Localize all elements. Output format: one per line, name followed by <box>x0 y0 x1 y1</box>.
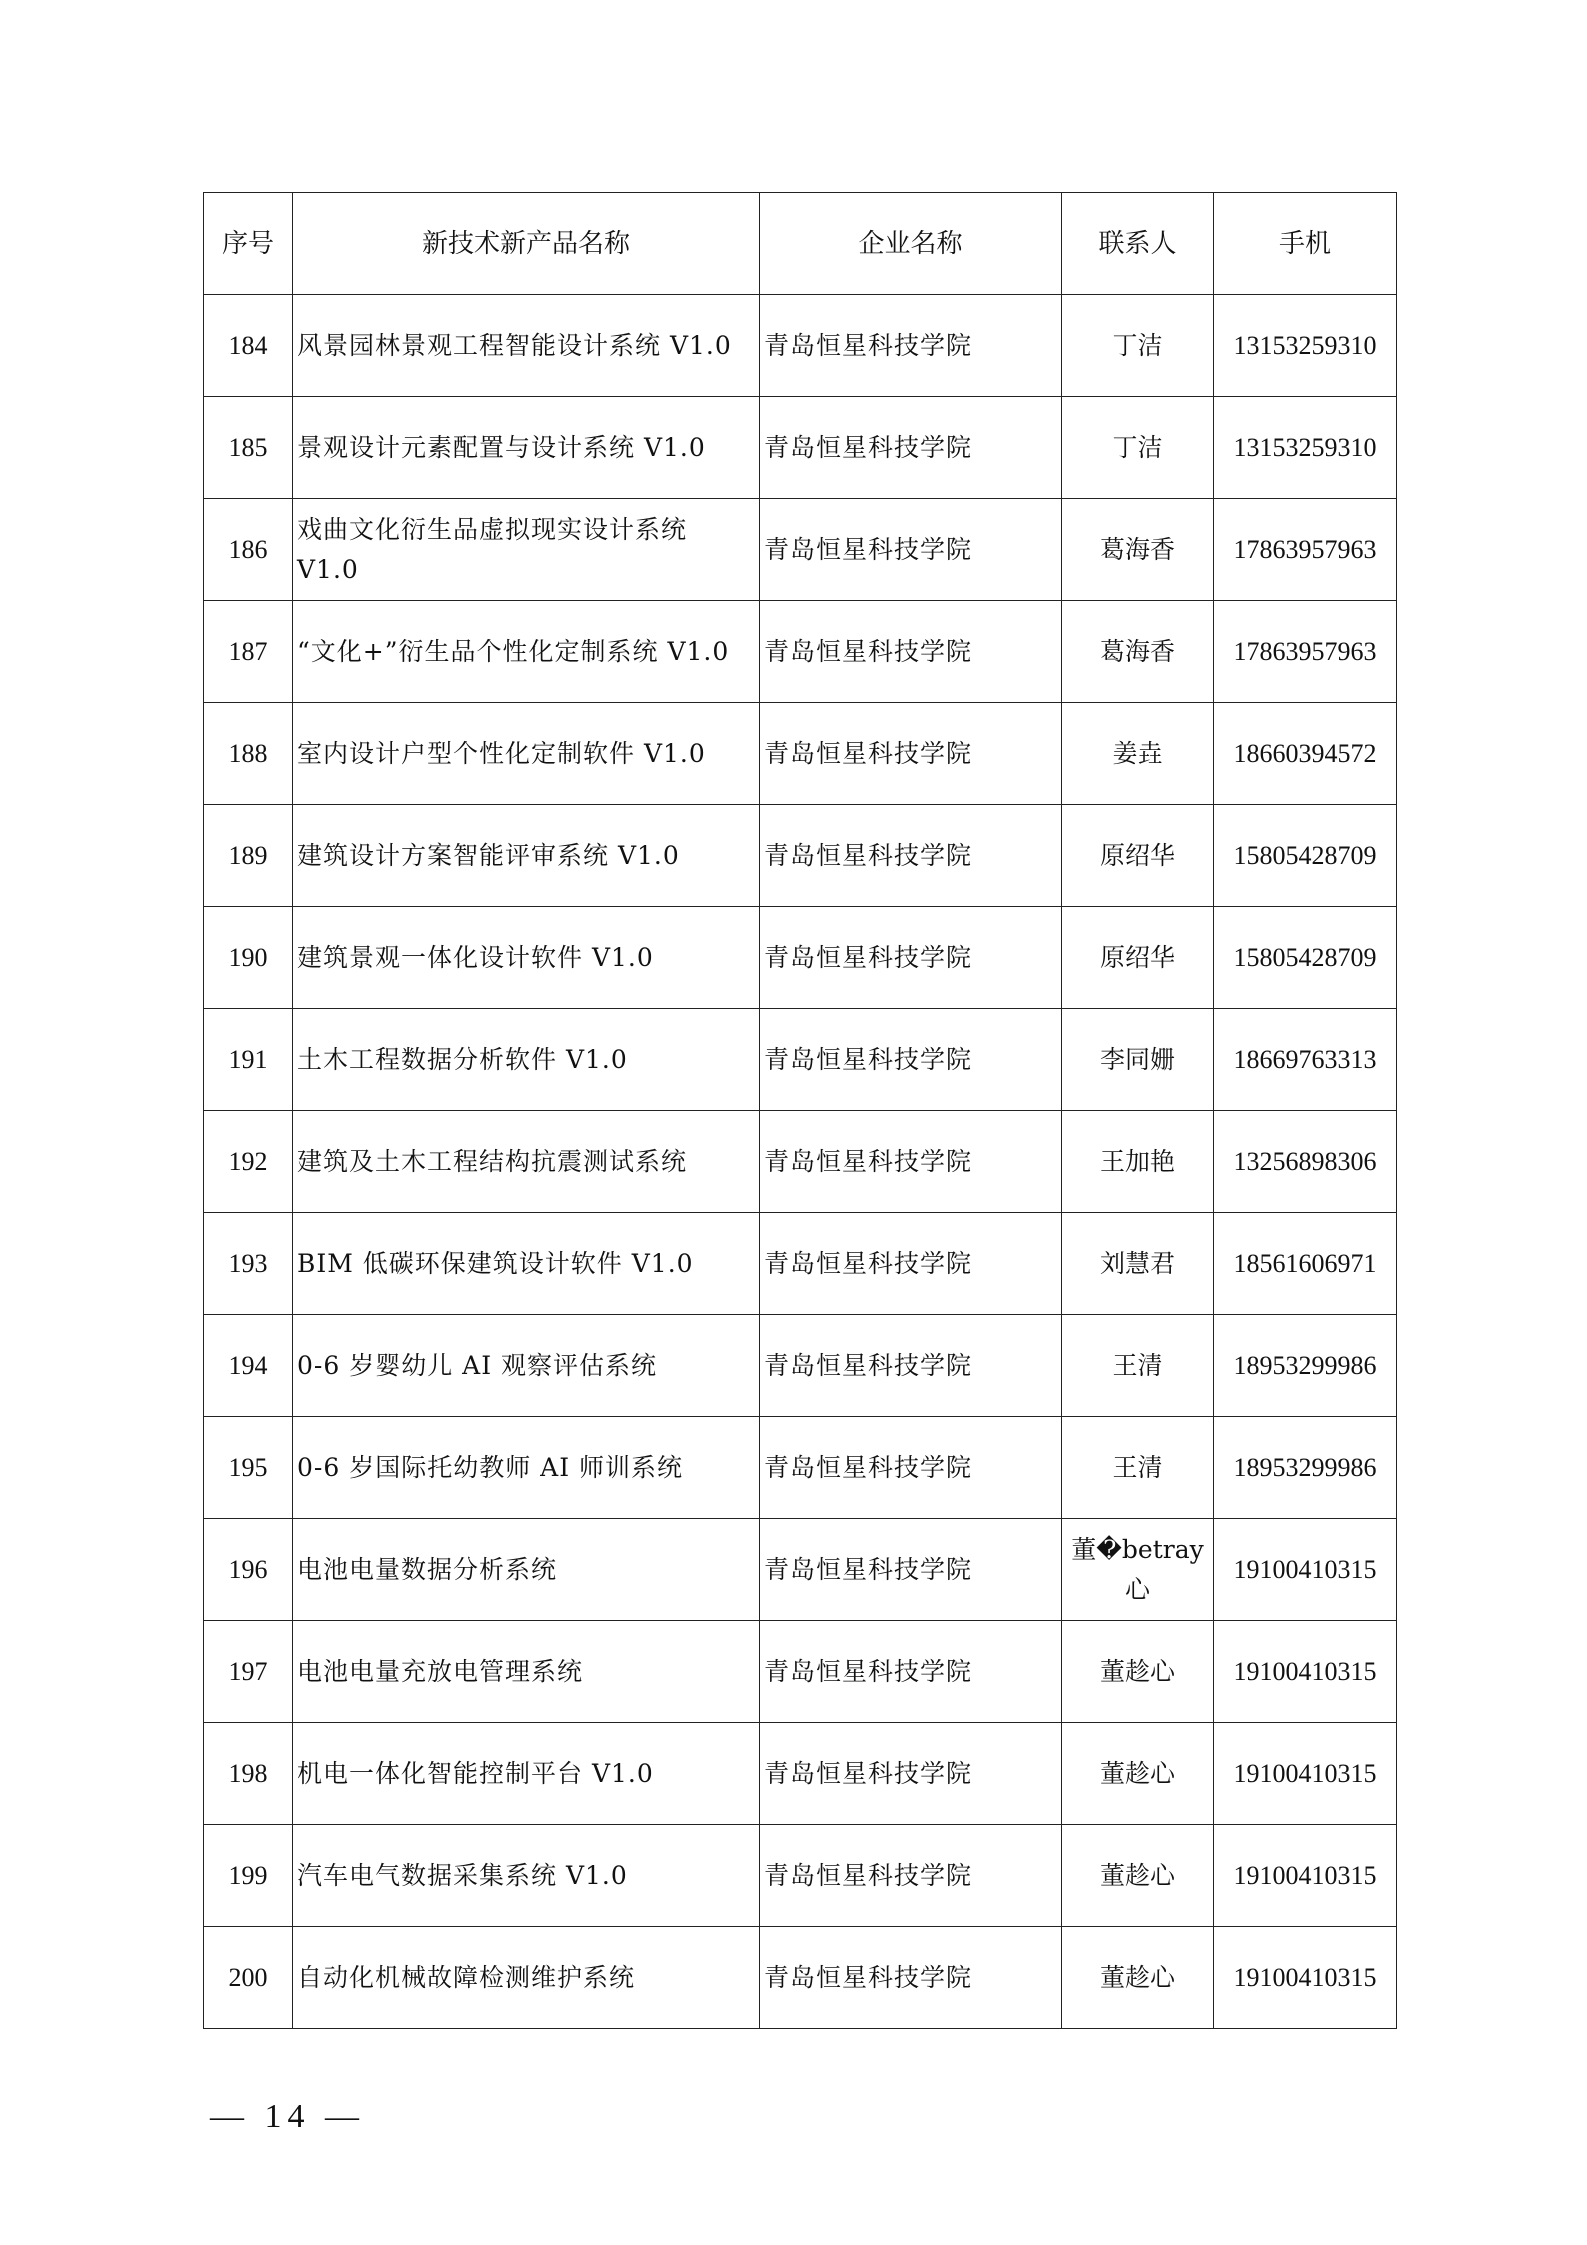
cell-no: 197 <box>204 1621 293 1723</box>
cell-company: 青岛恒星科技学院 <box>760 1213 1062 1315</box>
cell-no: 200 <box>204 1927 293 2029</box>
cell-no: 193 <box>204 1213 293 1315</box>
table-row <box>204 397 1397 499</box>
cell-phone: 18953299986 <box>1214 1315 1397 1417</box>
cell-company: 青岛恒星科技学院 <box>760 907 1062 1009</box>
cell-no: 185 <box>204 397 293 499</box>
cell-product-name: 风景园林景观工程智能设计系统 V1.0 <box>293 295 760 397</box>
cell-phone: 19100410315 <box>1214 1825 1397 1927</box>
cell-product-name: 0-6 岁婴幼儿 AI 观察评估系统 <box>293 1315 760 1417</box>
cell-product-name: 汽车电气数据采集系统 V1.0 <box>293 1825 760 1927</box>
cell-product-name: 建筑设计方案智能评审系统 V1.0 <box>293 805 760 907</box>
cell-phone: 18953299986 <box>1214 1417 1397 1519</box>
cell-contact: 丁洁 <box>1062 295 1214 397</box>
cell-contact: 姜垚 <box>1062 703 1214 805</box>
cell-phone: 19100410315 <box>1214 1621 1397 1723</box>
cell-phone: 15805428709 <box>1214 907 1397 1009</box>
cell-no: 188 <box>204 703 293 805</box>
cell-product-name: BIM 低碳环保建筑设计软件 V1.0 <box>293 1213 760 1315</box>
cell-product-name: 建筑及土木工程结构抗震测试系统 <box>293 1111 760 1213</box>
header-no: 序号 <box>204 193 293 295</box>
cell-contact: 丁洁 <box>1062 397 1214 499</box>
cell-phone: 19100410315 <box>1214 1723 1397 1825</box>
cell-no: 192 <box>204 1111 293 1213</box>
cell-contact: 王清 <box>1062 1315 1214 1417</box>
header-contact: 联系人 <box>1062 193 1214 295</box>
cell-contact: 王加艳 <box>1062 1111 1214 1213</box>
cell-no: 194 <box>204 1315 293 1417</box>
page-number: — 14 — <box>210 2098 365 2135</box>
cell-company: 青岛恒星科技学院 <box>760 1417 1062 1519</box>
cell-company: 青岛恒星科技学院 <box>760 1621 1062 1723</box>
cell-no: 190 <box>204 907 293 1009</box>
cell-phone: 19100410315 <box>1214 1519 1397 1621</box>
table-row <box>204 1213 1397 1315</box>
cell-no: 198 <box>204 1723 293 1825</box>
cell-phone: 17863957963 <box>1214 601 1397 703</box>
cell-no: 199 <box>204 1825 293 1927</box>
table-row <box>204 601 1397 703</box>
cell-phone: 18561606971 <box>1214 1213 1397 1315</box>
table-row <box>204 295 1397 397</box>
cell-contact: 董�betray心 <box>1062 1519 1214 1621</box>
cell-product-name: “文化+”衍生品个性化定制系统 V1.0 <box>293 601 760 703</box>
cell-contact: 原绍华 <box>1062 805 1214 907</box>
cell-company: 青岛恒星科技学院 <box>760 1519 1062 1621</box>
cell-company: 青岛恒星科技学院 <box>760 805 1062 907</box>
cell-contact: 原绍华 <box>1062 907 1214 1009</box>
cell-product-name: 0-6 岁国际托幼教师 AI 师训系统 <box>293 1417 760 1519</box>
table-row <box>204 1519 1397 1621</box>
table-row <box>204 1009 1397 1111</box>
product-table <box>203 192 1397 2029</box>
table-row <box>204 499 1397 601</box>
cell-company: 青岛恒星科技学院 <box>760 1009 1062 1111</box>
cell-contact: 李同姗 <box>1062 1009 1214 1111</box>
cell-contact: 董趁心 <box>1062 1723 1214 1825</box>
cell-company: 青岛恒星科技学院 <box>760 397 1062 499</box>
cell-phone: 18669763313 <box>1214 1009 1397 1111</box>
cell-contact: 葛海香 <box>1062 601 1214 703</box>
cell-contact: 董趁心 <box>1062 1621 1214 1723</box>
table-row <box>204 1417 1397 1519</box>
cell-phone: 13153259310 <box>1214 397 1397 499</box>
cell-contact: 刘慧君 <box>1062 1213 1214 1315</box>
cell-contact: 葛海香 <box>1062 499 1214 601</box>
table-row <box>204 703 1397 805</box>
cell-product-name: 土木工程数据分析软件 V1.0 <box>293 1009 760 1111</box>
header-company: 企业名称 <box>760 193 1062 295</box>
cell-company: 青岛恒星科技学院 <box>760 1927 1062 2029</box>
cell-company: 青岛恒星科技学院 <box>760 1111 1062 1213</box>
table-body <box>204 295 1397 2029</box>
cell-company: 青岛恒星科技学院 <box>760 601 1062 703</box>
cell-no: 195 <box>204 1417 293 1519</box>
cell-no: 187 <box>204 601 293 703</box>
cell-contact: 董趁心 <box>1062 1825 1214 1927</box>
cell-company: 青岛恒星科技学院 <box>760 295 1062 397</box>
cell-company: 青岛恒星科技学院 <box>760 499 1062 601</box>
cell-no: 186 <box>204 499 293 601</box>
header-name: 新技术新产品名称 <box>293 193 760 295</box>
table-row <box>204 1111 1397 1213</box>
cell-no: 196 <box>204 1519 293 1621</box>
cell-phone: 19100410315 <box>1214 1927 1397 2029</box>
cell-phone: 15805428709 <box>1214 805 1397 907</box>
table-row <box>204 1927 1397 2029</box>
cell-product-name: 戏曲文化衍生品虚拟现实设计系统 V1.0 <box>293 499 760 601</box>
cell-company: 青岛恒星科技学院 <box>760 1315 1062 1417</box>
cell-no: 189 <box>204 805 293 907</box>
cell-product-name: 自动化机械故障检测维护系统 <box>293 1927 760 2029</box>
table-row <box>204 1723 1397 1825</box>
cell-product-name: 室内设计户型个性化定制软件 V1.0 <box>293 703 760 805</box>
cell-phone: 17863957963 <box>1214 499 1397 601</box>
cell-product-name: 景观设计元素配置与设计系统 V1.0 <box>293 397 760 499</box>
cell-product-name: 机电一体化智能控制平台 V1.0 <box>293 1723 760 1825</box>
cell-product-name: 电池电量充放电管理系统 <box>293 1621 760 1723</box>
cell-phone: 18660394572 <box>1214 703 1397 805</box>
cell-product-name: 电池电量数据分析系统 <box>293 1519 760 1621</box>
table-row <box>204 805 1397 907</box>
cell-product-name: 建筑景观一体化设计软件 V1.0 <box>293 907 760 1009</box>
cell-contact: 王清 <box>1062 1417 1214 1519</box>
cell-no: 184 <box>204 295 293 397</box>
cell-contact: 董趁心 <box>1062 1927 1214 2029</box>
cell-phone: 13256898306 <box>1214 1111 1397 1213</box>
cell-company: 青岛恒星科技学院 <box>760 1723 1062 1825</box>
table-row <box>204 1315 1397 1417</box>
cell-company: 青岛恒星科技学院 <box>760 1825 1062 1927</box>
table-row <box>204 1825 1397 1927</box>
cell-no: 191 <box>204 1009 293 1111</box>
table-row <box>204 907 1397 1009</box>
header-phone: 手机 <box>1214 193 1397 295</box>
table-row <box>204 1621 1397 1723</box>
cell-company: 青岛恒星科技学院 <box>760 703 1062 805</box>
cell-phone: 13153259310 <box>1214 295 1397 397</box>
table-header-row <box>204 193 1397 295</box>
